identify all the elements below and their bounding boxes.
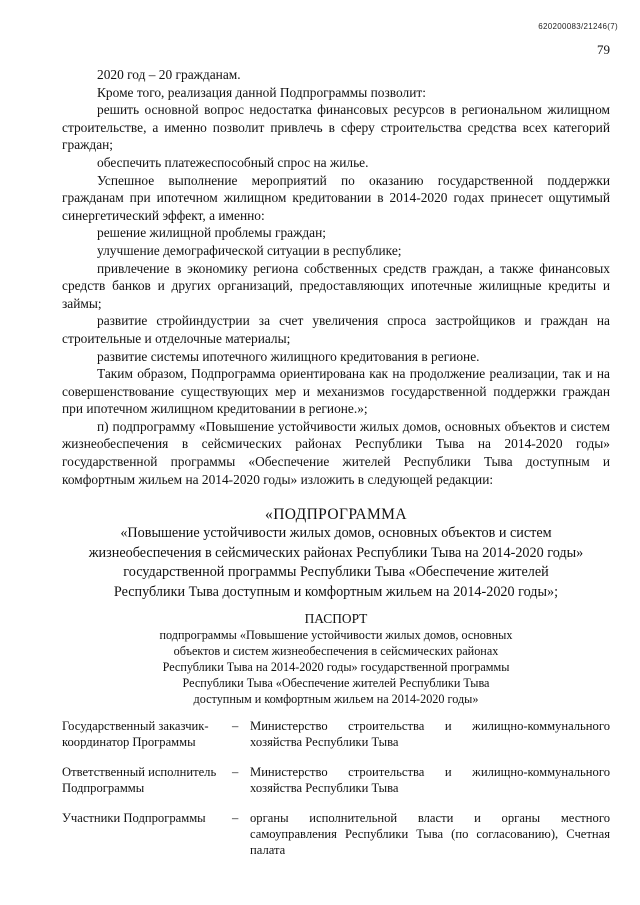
passport-row-dash: – [232,765,239,779]
passport-row [62,718,610,750]
passport-row-value: Министерство строительства и жилищно-коммунального хозяйства Республики Тыва [250,765,610,795]
subprogram-line: жизнеобеспечения в сейсмических районах Республики Тыва на 2014-2020 годы» [88,544,584,561]
paragraph: развитие системы ипотечного жилищного кредитования в регионе. [97,348,480,364]
paragraph: решение жилищной проблемы граждан; [97,225,326,241]
paragraph: 2020 год – 20 гражданам. [97,67,241,82]
document-id: 620200083/21246(7) [538,22,618,31]
passport-line: Республики Тыва «Обеспечение жителей Республики Тыва [182,676,490,691]
paragraph: развитие стройиндустрии за счет увеличения спроса застройщиков и граждан на строительные и отделочные материалы; [62,313,610,346]
subprogram-line: Республики Тыва доступным и комфортным жильем на 2014-2020 годы»; [113,583,559,600]
passport-row-label: Ответственный исполнитель Подпрограммы [62,765,217,795]
passport-table [62,718,610,872]
paragraph: Таким образом, Подпрограмма ориентирована как на продолжение реализации, так и на совершенствование существующих мер и механизмов государственной поддержки граждан при ипотечном жилищном кредитовании в регионе.»; [62,366,610,417]
passport-title: ПАСПОРТ [304,611,368,627]
passport-row-label: Государственный заказчик-координатор Программы [62,719,209,749]
paragraph: привлечение в экономику региона собственных средств граждан, а также финансовых средств банков и других организаций, предоставляющих ипотечные жилищные кредиты и займы; [62,260,610,311]
paragraph: обеспечить платежеспособный спрос на жилье. [97,154,369,170]
passport-line: доступным и комфортным жильем на 2014-2020 годы» [193,692,479,707]
paragraph: п) подпрограмму «Повышение устойчивости жилых домов, основных объектов и систем жизнеобеспечения в сейсмических районах Республики Тыва на 2014-2020 годы» государственной программы «Обеспечение жителей Республики Тыва доступным и комфортным жильем на 2014-2020 годы» изложить в следующей редакции: [62,418,610,487]
paragraph: улучшение демографической ситуации в республике; [97,242,402,258]
page-number: 79 [597,42,610,57]
passport-row-dash: – [232,719,239,733]
passport-row-value: органы исполнительной власти и органы местного самоуправления Республики Тыва (по согласованию), Счетная палата [250,811,610,857]
passport-line: объектов и систем жизнеобеспечения в сейсмических районах [173,644,499,659]
paragraph: Кроме того, реализация данной Подпрограммы позволит: [97,84,426,100]
passport-row-label: Участники Подпрограммы [62,811,206,825]
passport-row-value: Министерство строительства и жилищно-коммунального хозяйства Республики Тыва [250,719,610,749]
subprogram-title: «ПОДПРОГРАММА [265,506,407,524]
subprogram-line: «Повышение устойчивости жилых домов, основных объектов и систем [120,525,552,542]
paragraph: Успешное выполнение мероприятий по оказанию государственной поддержки гражданам при ипотечном жилищном кредитовании в 2014-2020 годах принесет ощутимый синергетический эффект, а именно: [62,172,610,223]
paragraph: решить основной вопрос недостатка финансовых ресурсов в региональном жилищном строительстве, а именно позволит привлечь в сферу строительства средства всех категорий граждан; [62,102,610,153]
subprogram-line: государственной программы Республики Тыва «Обеспечение жителей [123,564,549,581]
passport-line: Республики Тыва на 2014-2020 годы» государственной программы [162,660,510,675]
document-body [62,66,610,707]
passport-row [62,810,610,858]
passport-row-dash: – [232,811,239,825]
passport-line: подпрограммы «Повышение устойчивости жилых домов, основных [159,628,513,643]
passport-row [62,764,610,796]
